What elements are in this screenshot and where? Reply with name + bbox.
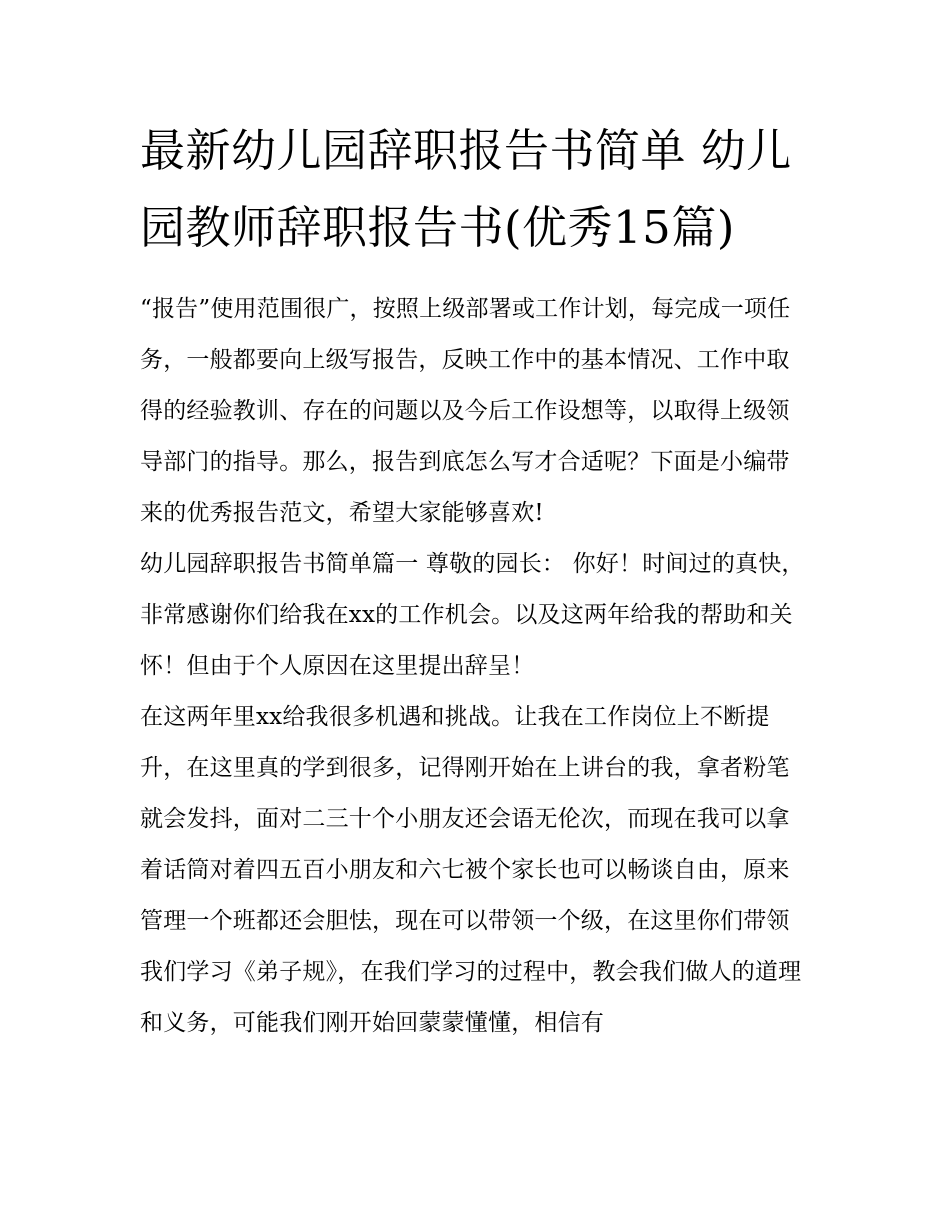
letter-opening-paragraph: 幼儿园辞职报告书简单篇一 尊敬的园长： 你好！时间过的真快，非常感谢你们给我在xx的工作机会。以及这两年给我的帮助和关怀！但由于个人原因在这里提出辞呈！	[140, 551, 805, 679]
letter-body-paragraph: 在这两年里xx给我很多机遇和挑战。让我在工作岗位上不断提升，在这里真的学到很多，记得刚开始在上讲台的我，拿者粉笔就会发抖，面对二三十个小朋友还会语无伦次，而现在我可以拿着话筒对着四五百小朋友和六七被个家长也可以畅谈自由，原来管理一个班都还会胆怯，现在可以带领一个级，在这里你们带领我们学习《弟子规》，在我们学习的过程中，教会我们做人的道理和义务，可能我们刚开始回蒙蒙懂懂，相信有	[140, 704, 802, 1036]
document-title: 最新幼儿园辞职报告书简单 幼儿园教师辞职报告书(优秀15篇)	[140, 124, 792, 254]
intro-paragraph: “报告”使用范围很广，按照上级部署或工作计划，每完成一项任务，一般都要向上级写报告，反映工作中的基本情况、工作中取得的经验教训、存在的问题以及今后工作设想等，以取得上级领导部门的指导。那么，报告到底怎么写才合适呢？下面是小编带来的优秀报告范文，希望大家能够喜欢!	[140, 296, 791, 526]
document-body	[140, 112, 812, 1049]
